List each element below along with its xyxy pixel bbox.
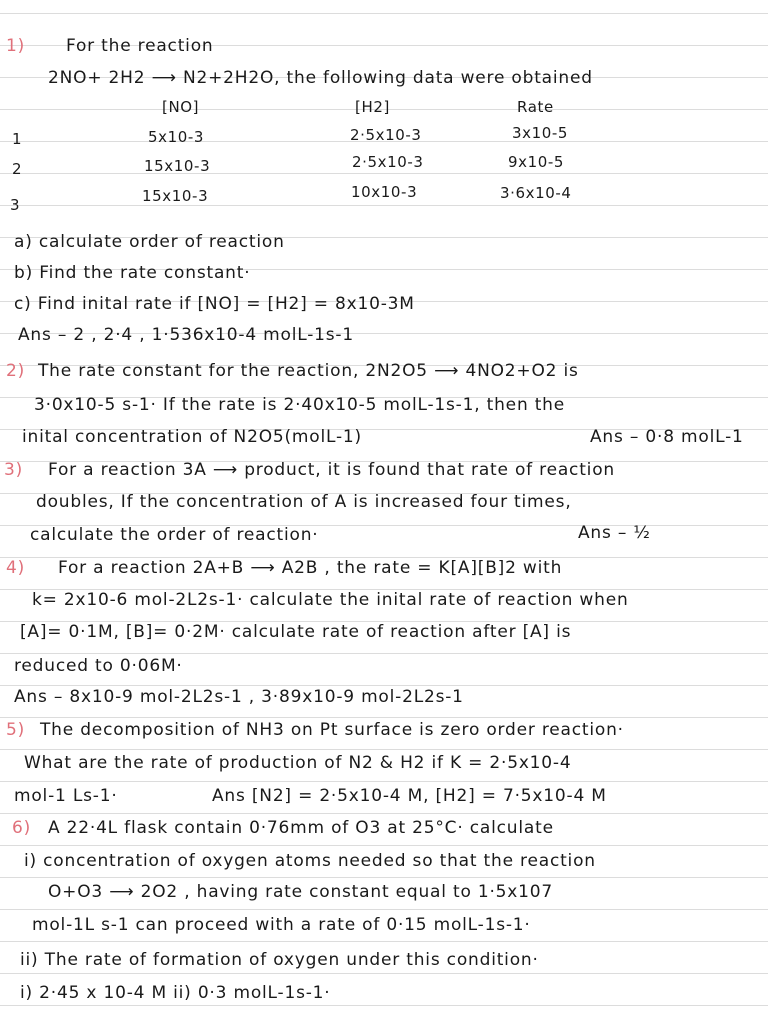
q1-header-no: [NO] — [162, 98, 200, 116]
q2-line-1: The rate constant for the reaction, 2N2O5 ⟶ 4NO2+O2 is — [38, 361, 579, 381]
q1-row-1-n: 1 — [12, 130, 23, 148]
q1-part-b: b) Find the rate constant· — [14, 263, 251, 283]
q1-number: 1) — [6, 36, 26, 56]
q6-line-5: ii) The rate of formation of oxygen under this condition· — [20, 950, 539, 970]
q1-answer: Ans – 2 , 2·4 , 1·536x10-4 molL-1s-1 — [18, 325, 354, 345]
q1-row-1-no: 5x10-3 — [148, 128, 205, 146]
q4-answer: Ans – 8x10-9 mol-2L2s-1 , 3·89x10-9 mol-2L2s-1 — [14, 687, 464, 707]
q3-number: 3) — [4, 460, 24, 480]
q4-line-1: For a reaction 2A+B ⟶ A2B , the rate = K[A][B]2 with — [58, 558, 563, 578]
q4-line-4: reduced to 0·06M· — [14, 656, 183, 676]
q1-equation — [48, 68, 593, 88]
q2-line-2: 3·0x10-5 s-1· If the rate is 2·40x10-5 molL-1s-1, then the — [34, 395, 566, 415]
q1-row-3-no: 15x10-3 — [142, 187, 209, 205]
q6-line-3: O+O3 ⟶ 2O2 , having rate constant equal to 1·5x107 — [48, 882, 553, 902]
q4-line-3: [A]= 0·1M, [B]= 0·2M· calculate rate of reaction after [A] is — [20, 622, 572, 642]
q4-number: 4) — [6, 558, 26, 578]
q1-row-3-h2: 10x10-3 — [351, 183, 418, 201]
q1-row-3-rate: 3·6x10-4 — [500, 184, 572, 202]
q3-line-1: For a reaction 3A ⟶ product, it is found that rate of reaction — [48, 460, 615, 480]
q1-row-2-n: 2 — [12, 160, 23, 178]
q5-number: 5) — [6, 720, 26, 740]
q1-part-a: a) calculate order of reaction — [14, 232, 285, 252]
q3-answer: Ans – ½ — [578, 523, 651, 543]
q1-part-c: c) Find inital rate if [NO] = [H2] = 8x10-3M — [14, 294, 415, 314]
q1-header-rate: Rate — [517, 98, 554, 116]
q5-line-2: What are the rate of production of N2 & H2 if K = 2·5x10-4 — [24, 753, 572, 773]
q1-header-h2: [H2] — [355, 98, 390, 116]
q4-line-2: k= 2x10-6 mol-2L2s-1· calculate the inital rate of reaction when — [32, 590, 629, 610]
q5-answer: Ans [N2] = 2·5x10-4 M, [H2] = 7·5x10-4 M — [212, 786, 607, 806]
q1-row-2-rate: 9x10-5 — [508, 153, 565, 171]
q6-line-4: mol-1L s-1 can proceed with a rate of 0·15 molL-1s-1· — [32, 915, 531, 935]
q2-answer: Ans – 0·8 molL-1 — [590, 427, 744, 447]
q3-line-2: doubles, If the concentration of A is increased four times, — [36, 492, 572, 512]
q1-row-2-h2: 2·5x10-3 — [352, 153, 424, 171]
q1-row-3-n: 3 — [10, 196, 21, 214]
q1-phrase: , the following data were obtained — [274, 68, 593, 88]
q2-line-3: inital concentration of N2O5(molL-1) — [22, 427, 362, 447]
q1-equation-text: 2NO+ 2H2 ⟶ N2+2H2O — [48, 68, 275, 88]
q1-row-1-h2: 2·5x10-3 — [350, 126, 422, 144]
q2-number: 2) — [6, 361, 26, 381]
q1-title: For the reaction — [66, 36, 214, 56]
q6-line-1: A 22·4L flask contain 0·76mm of O3 at 25°C· calculate — [48, 818, 554, 838]
q3-line-3: calculate the order of reaction· — [30, 525, 319, 545]
q1-row-1-rate: 3x10-5 — [512, 124, 569, 142]
q6-line-2: i) concentration of oxygen atoms needed so that the reaction — [24, 851, 596, 871]
q6-answer: i) 2·45 x 10-4 M ii) 0·3 molL-1s-1· — [20, 983, 331, 1003]
q5-line-3: mol-1 Ls-1· — [14, 786, 118, 806]
q5-line-1: The decomposition of NH3 on Pt surface is zero order reaction· — [40, 720, 624, 740]
q1-row-2-no: 15x10-3 — [144, 157, 211, 175]
q6-number: 6) — [12, 818, 32, 838]
